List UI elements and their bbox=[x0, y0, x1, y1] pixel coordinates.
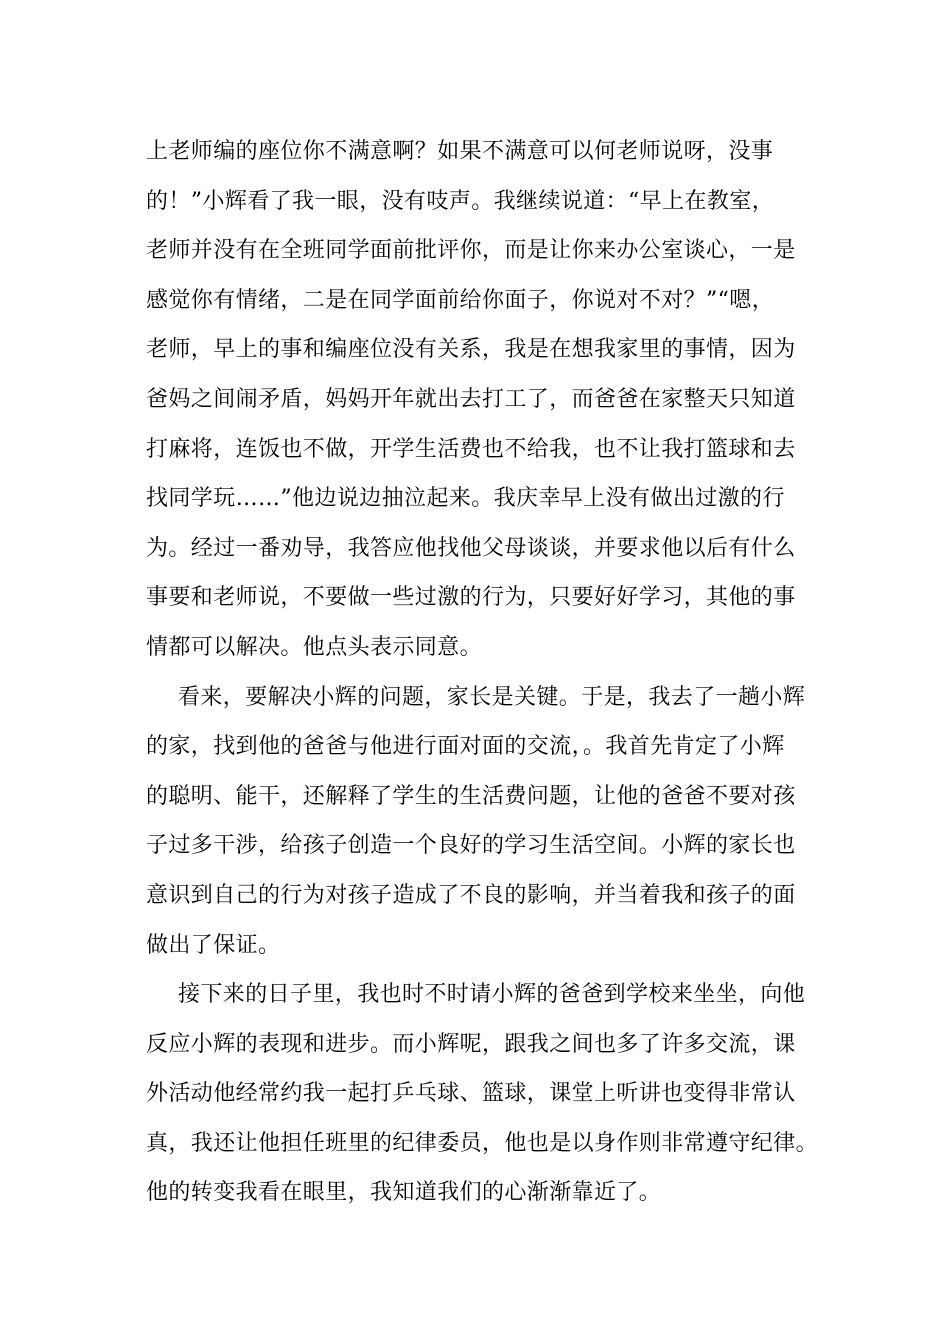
text-line: 意识到自己的行为对孩子造成了不良的影响，并当着我和孩子的面 bbox=[146, 882, 796, 908]
text-line: 感觉你有情绪，二是在同学面前给你面子，你说对不对？”“嗯， bbox=[146, 287, 775, 313]
text-line: 真，我还让他担任班里的纪律委员，他也是以身作则非常遵守纪律。 bbox=[146, 1130, 819, 1156]
text-line: 反应小辉的表现和进步。而小辉呢，跟我之间也多了许多交流，课 bbox=[146, 1031, 796, 1057]
body-text bbox=[146, 127, 846, 1218]
text-line: 找同学玩……”他边说边抽泣起来。我庆幸早上没有做出过激的行 bbox=[146, 486, 785, 512]
text-line: 情都可以解决。他点头表示同意。 bbox=[146, 634, 483, 660]
text-line: 做出了保证。 bbox=[146, 932, 281, 958]
text-line: 事要和老师说，不要做一些过激的行为，只要好好学习，其他的事 bbox=[146, 585, 796, 611]
text-line: 打麻将，连饭也不做，开学生活费也不给我，也不让我打篮球和去 bbox=[146, 436, 796, 462]
text-line: 为。经过一番劝导，我答应他找他父母谈谈，并要求他以后有什么 bbox=[146, 535, 796, 561]
text-line: 子过多干涉，给孩子创造一个良好的学习生活空间。小辉的家长也 bbox=[146, 833, 796, 859]
text-line: 爸妈之间闹矛盾，妈妈开年就出去打工了，而爸爸在家整天只知道 bbox=[146, 386, 796, 412]
text-line: 上老师编的座位你不满意啊？如果不满意可以何老师说呀，没事 bbox=[146, 139, 774, 164]
text-line: 外活动他经常约我一起打乒乓球、篮球，课堂上听讲也变得非常认 bbox=[146, 1081, 796, 1107]
text-line: 的家，找到他的爸爸与他进行面对面的交流，。我首先肯定了小辉 bbox=[146, 734, 785, 760]
text-line: 的！”小辉看了我一眼，没有吱声。我继续说道：“早上在教室， bbox=[146, 188, 775, 214]
text-line: 老师，早上的事和编座位没有关系，我是在想我家里的事情，因为 bbox=[146, 337, 796, 363]
paragraph-start-line: 看来，要解决小辉的问题，家长是关键。于是，我去了一趟小辉 bbox=[178, 684, 806, 710]
paragraph-start-line: 接下来的日子里，我也时不时请小辉的爸爸到学校来坐坐，向他 bbox=[178, 982, 806, 1008]
text-line: 的聪明、能干，还解释了学生的生活费问题，让他的爸爸不要对孩 bbox=[146, 783, 796, 809]
text-line: 老师并没有在全班同学面前批评你，而是让你来办公室谈心，一是 bbox=[146, 238, 796, 264]
text-line: 他的转变我看在眼里，我知道我们的心渐渐靠近了。 bbox=[146, 1180, 662, 1206]
